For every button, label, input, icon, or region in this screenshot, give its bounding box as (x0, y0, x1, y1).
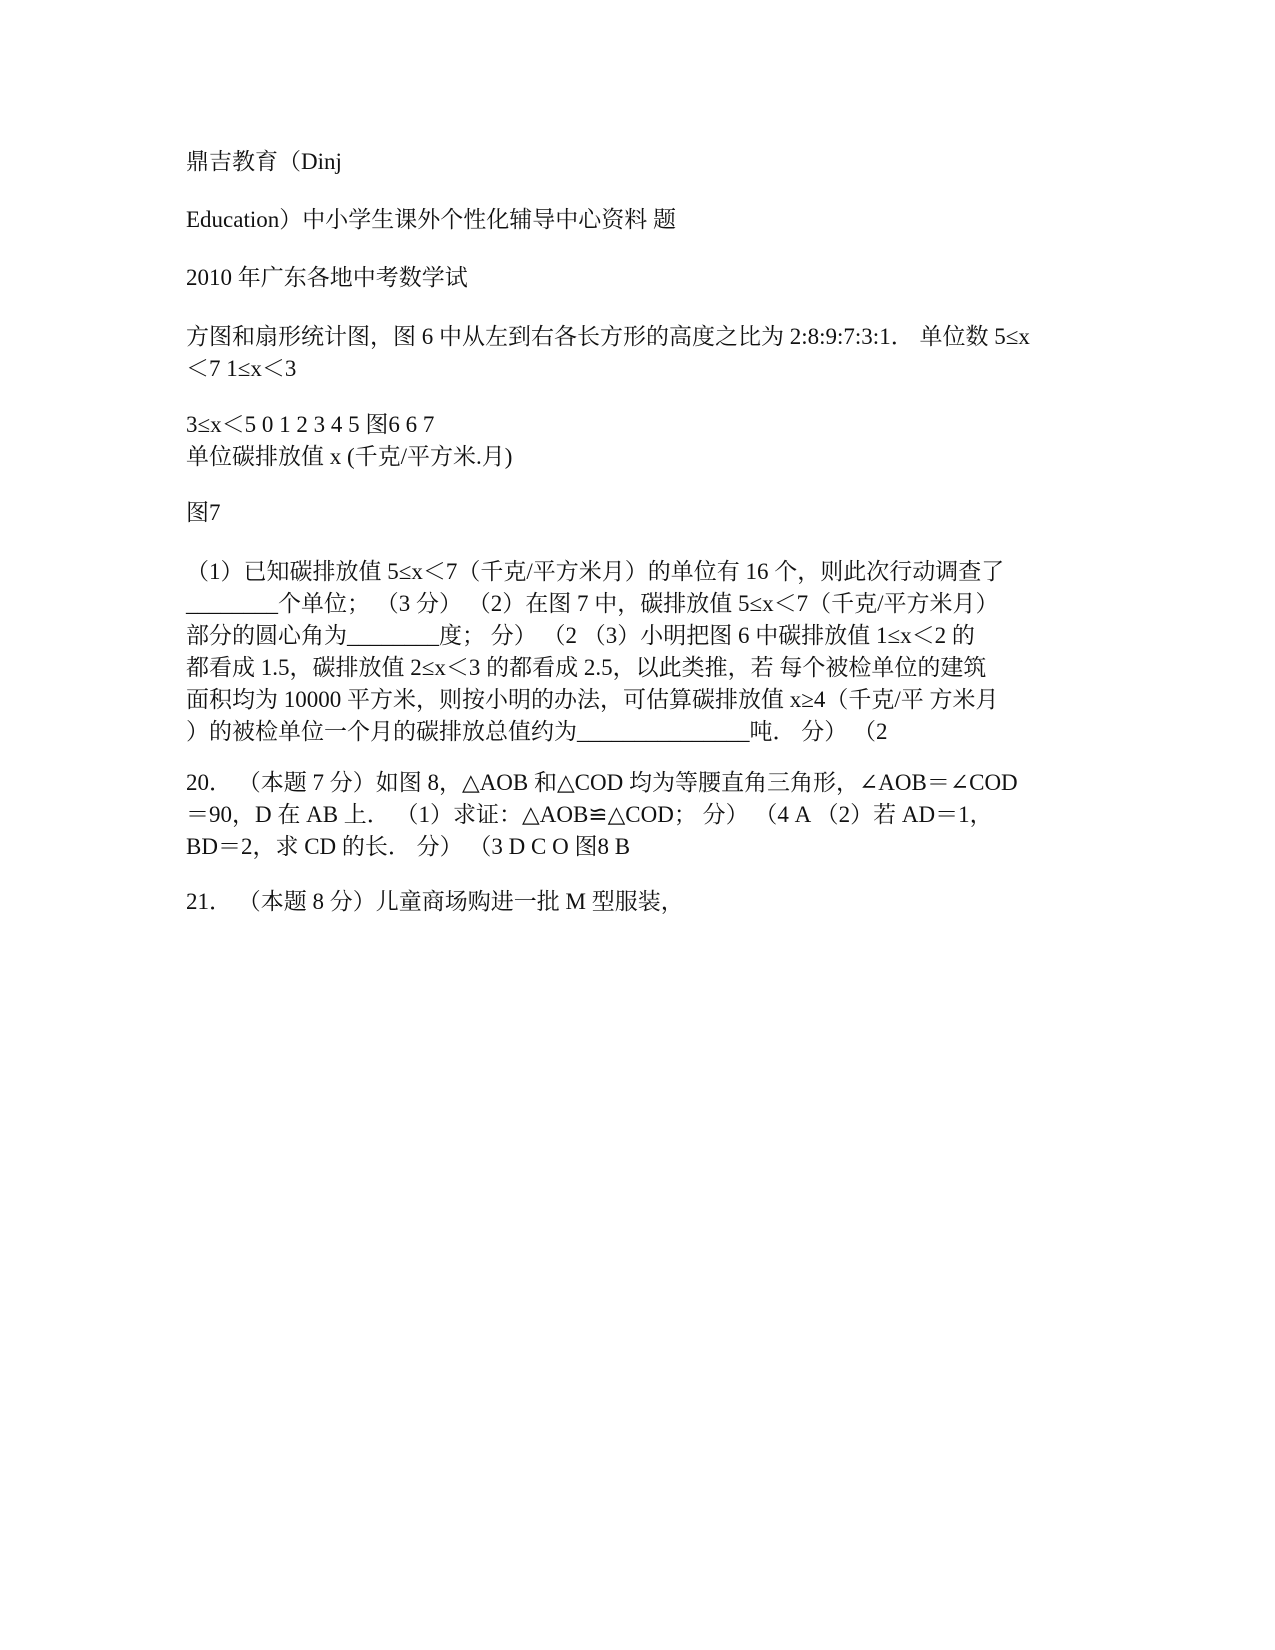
text-line: 方图和扇形统计图，图 6 中从左到右各长方形的高度之比为 2:8:9:7:3:1． 单位数 5≤x (186, 324, 1030, 349)
text-line: 面积均为 10000 平方米，则按小明的办法，可估算碳排放值 x≥4（千克/平 方米月 (186, 687, 999, 712)
text-line: ＜7 1≤x＜3 (186, 356, 297, 381)
text-line: 20． （本题 7 分）如图 8，△AOB 和△COD 均为等腰直角三角形，∠AOB＝∠COD (186, 770, 1018, 795)
text-line: Education）中小学生课外个性化辅导中心资料 题 (186, 207, 676, 232)
text-line: 图7 (186, 500, 221, 525)
question-21 (186, 886, 1126, 918)
text-line: BD＝2，求 CD 的长． 分） （3 D C O 图8 B (186, 834, 631, 859)
question-19-subparts (186, 556, 1126, 748)
figure-labels-paragraph (186, 409, 1126, 473)
header-line-center (186, 204, 1126, 236)
text-line: 部分的圆心角为________度； 分） （2 （3）小明把图 6 中碳排放值 1≤x＜2 的 (186, 623, 975, 648)
text-line: 鼎吉教育（Dinj (186, 149, 342, 174)
text-line: 21． （本题 8 分）儿童商场购进一批 M 型服装， (186, 889, 684, 914)
text-line: ＝90，D 在 AB 上． （1）求证：△AOB≌△COD； 分） （4 A （2）若 AD＝1， (186, 802, 993, 827)
figure-7-label (186, 497, 1126, 529)
text-line: ）的被检单位一个月的碳排放总值约为_______________吨． 分） （2 (186, 719, 888, 744)
question-intro-paragraph (186, 321, 1126, 385)
text-line: 单位碳排放值 x (千克/平方米.月) (186, 444, 513, 469)
text-line: 都看成 1.5，碳排放值 2≤x＜3 的都看成 2.5，以此类推，若 每个被检单位的建筑 (186, 655, 987, 680)
document-title (186, 262, 1126, 294)
text-line: 3≤x＜5 0 1 2 3 4 5 图6 6 7 (186, 412, 435, 437)
text-line: （1）已知碳排放值 5≤x＜7（千克/平方米月）的单位有 16 个，则此次行动调查了 (186, 559, 1005, 584)
text-line: 2010 年广东各地中考数学试 (186, 265, 468, 290)
question-20 (186, 767, 1126, 863)
text-line: ________个单位； （3 分） （2）在图 7 中，碳排放值 5≤x＜7（千克/平方米月） (186, 591, 999, 616)
header-line-brand (186, 146, 1126, 178)
